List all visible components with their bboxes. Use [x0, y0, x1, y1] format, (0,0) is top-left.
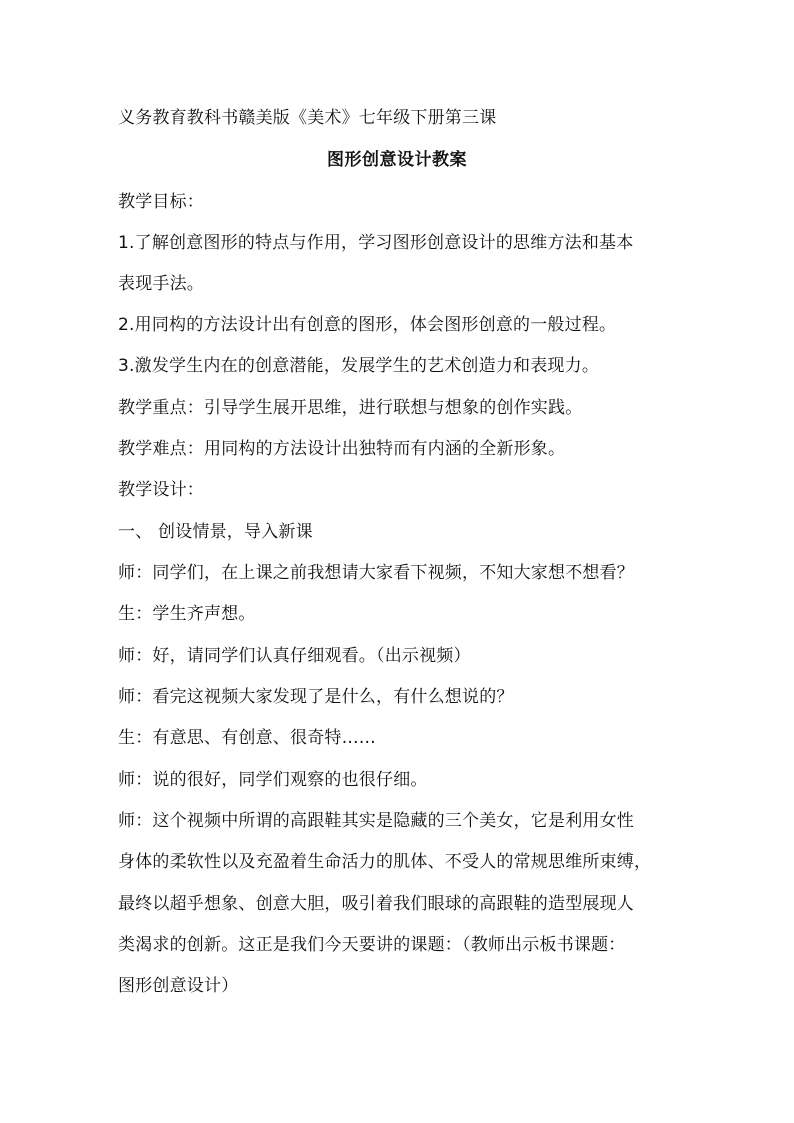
- objective-1-line-1: 1.了解创意图形的特点与作用，学习图形创意设计的思维方法和基本: [118, 233, 634, 253]
- objective-1-line-2: 表现手法。: [118, 274, 204, 294]
- teaching-key-point: 教学重点：引导学生展开思维，进行联想与想象的创作实践。: [118, 398, 583, 418]
- dialogue-line: 生：学生齐声想。: [118, 604, 256, 624]
- paragraph-line: 类渴求的创新。这正是我们今天要讲的课题：（教师出示板书课题：: [118, 935, 626, 955]
- paragraph-line: 身体的柔软性以及充盈着生命活力的肌体、不受人的常规思维所束缚，: [118, 852, 652, 872]
- section-heading-design: 教学设计：: [118, 480, 204, 500]
- paragraph-line: 最终以超乎想象、创意大胆，吸引着我们眼球的高跟鞋的造型展现人: [118, 894, 634, 914]
- dialogue-line: 师：同学们，在上课之前我想请大家看下视频，不知大家想不想看？: [118, 563, 634, 583]
- dialogue-line: 师：看完这视频大家发现了是什么，有什么想说的？: [118, 687, 514, 707]
- paragraph-line: 师：这个视频中所谓的高跟鞋其实是隐藏的三个美女，它是利用女性: [118, 811, 634, 831]
- paragraph-line: 图形创意设计）: [118, 976, 239, 996]
- section-heading-objectives: 教学目标：: [118, 192, 204, 212]
- teaching-difficulty: 教学难点：用同构的方法设计出独特而有内涵的全新形象。: [118, 439, 566, 459]
- dialogue-line: 师：说的很好，同学们观察的也很仔细。: [118, 770, 428, 790]
- objective-3: 3.激发学生内在的创意潜能，发展学生的艺术创造力和表现力。: [118, 356, 600, 376]
- objective-2: 2.用同构的方法设计出有创意的图形，体会图形创意的一般过程。: [118, 315, 617, 335]
- dialogue-line: 生：有意思、有创意、很奇特……: [118, 728, 376, 748]
- dialogue-line: 师：好，请同学们认真仔细观看。（出示视频）: [118, 646, 471, 666]
- document-header: 义务教育教科书赣美版《美术》七年级下册第三课: [118, 108, 497, 128]
- document-title: 图形创意设计教案: [327, 150, 467, 170]
- step-1-heading: 一、 创设情景，导入新课: [118, 522, 313, 542]
